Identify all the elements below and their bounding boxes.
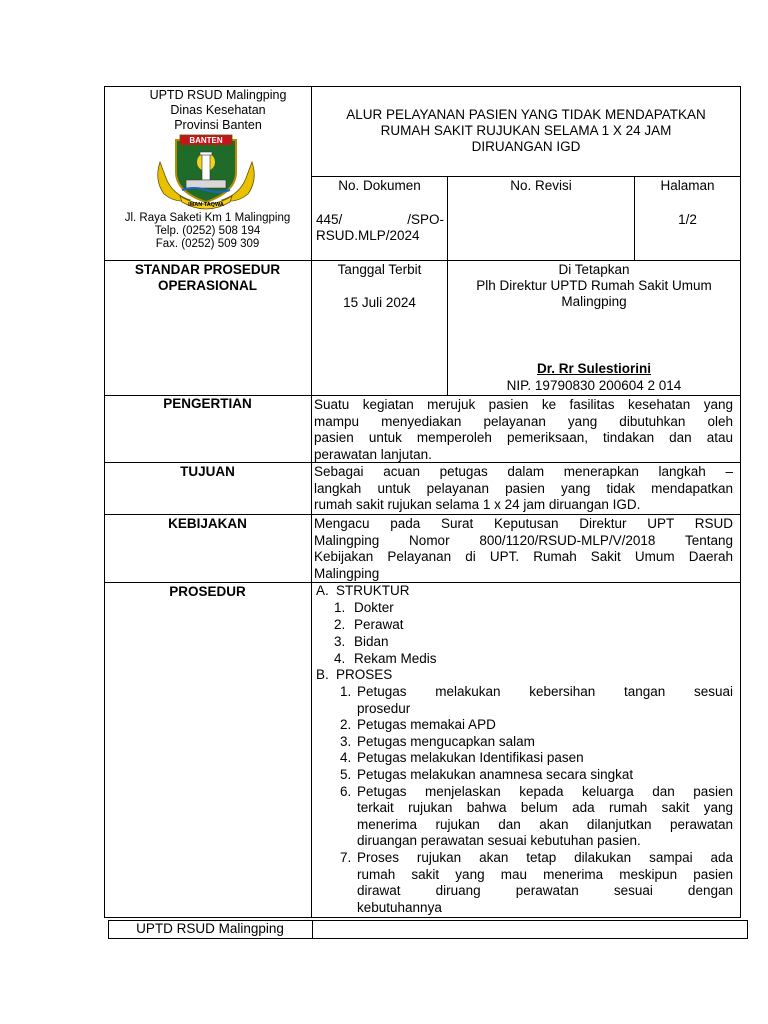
item-text: Petugas menjelaskan kepada keluarga dan pasien — [357, 783, 733, 799]
item-number: 7. — [340, 849, 352, 865]
list-item — [340, 734, 733, 751]
doc-no-label: No. Dokumen — [338, 178, 421, 193]
address-street: Jl. Raya Saketi Km 1 Malingping — [124, 212, 291, 224]
item-text: Rekam Medis — [354, 651, 437, 666]
item-number: 1. — [334, 600, 346, 615]
sop-label — [104, 262, 311, 294]
signer-name: Dr. Rr Sulestiorini — [536, 361, 652, 376]
document-title-line: ALUR PELAYANAN PASIEN YANG TIDAK MENDAPATKAN — [346, 107, 706, 122]
text-line: langkah untuk pelayanan pasien yang tidak mendapatkan — [314, 480, 733, 496]
logo-bottom-text: IMAN TAQWA — [188, 202, 224, 208]
item-text: Petugas memakai APD — [357, 717, 496, 733]
institution-block — [104, 88, 332, 133]
document-title-line: RUMAH SAKIT RUJUKAN SELAMA 1 X 24 JAM — [380, 123, 672, 138]
doc-no-value — [316, 212, 444, 244]
logo-top-text: BANTEN — [189, 136, 223, 145]
revision-label: No. Revisi — [510, 178, 572, 193]
item-text: Perawat — [354, 617, 404, 632]
signer-nip: NIP. 19790830 200604 2 014 — [506, 378, 682, 393]
date-value: 15 Juli 2024 — [343, 295, 416, 310]
item-number: 2. — [334, 617, 346, 632]
page-label: Halaman — [660, 178, 715, 193]
item-number: 2. — [340, 717, 352, 733]
banten-logo — [150, 132, 262, 210]
item-number: 4. — [340, 750, 352, 766]
footer-institution: UPTD RSUD Malingping — [136, 921, 284, 936]
prosedur-label: PROSEDUR — [169, 584, 246, 599]
approval-block — [448, 262, 740, 310]
kebijakan-label: KEBIJAKAN — [168, 516, 247, 531]
text-line: Sebagai acuan petugas dalam menerapkan langkah – — [314, 464, 733, 479]
list-item — [340, 784, 733, 850]
text-line: perawatan lanjutan. — [314, 446, 432, 462]
tujuan-text — [314, 464, 733, 514]
text-line: Mengacu pada Surat Keputusan Direktur UPT RSUD — [314, 516, 733, 531]
list-item — [340, 684, 733, 717]
document-title-line: DIRUANGAN IGD — [471, 139, 581, 154]
date-label: Tanggal Terbit — [337, 262, 422, 277]
set-by: Plh Direktur UPTD Rumah Sakit Umum — [476, 278, 712, 293]
address-fax: Fax. (0252) 509 309 — [155, 238, 260, 250]
sop-label-line: OPERASIONAL — [157, 278, 257, 293]
item-text: diruangan perawatan sesuai kebutuhan pasien. — [357, 833, 641, 849]
text-line: Malingping — [314, 565, 380, 581]
item-text: prosedur — [357, 700, 411, 716]
set-by: Malingping — [561, 294, 627, 309]
item-number: 4. — [334, 651, 346, 666]
item-text: Petugas melakukan Identifikasi pasen — [357, 750, 584, 766]
sop-label-line: STANDAR PROSEDUR — [134, 262, 281, 277]
item-number: 1. — [340, 684, 352, 699]
text-line: pasien untuk memperoleh pemeriksaan, tindakan dan atau — [314, 430, 733, 446]
section-title: STRUKTUR — [336, 583, 410, 598]
item-text: Petugas melakukan kebersihan tangan sesuai — [357, 684, 733, 699]
item-text: Proses rujukan akan tetap dilakukan sampai ada — [357, 849, 733, 865]
list-item — [340, 750, 733, 767]
set-label: Di Tetapkan — [558, 262, 630, 277]
institution-department: Dinas Kesehatan — [170, 103, 266, 117]
item-number: 3. — [334, 634, 346, 649]
item-text: menerima rujukan dan akan dilanjutkan perawatan — [357, 816, 733, 832]
text-line: rumah sakit rujukan selama 1 x 24 jam diruangan IGD. — [314, 497, 641, 513]
doc-no-part: 445/ — [316, 212, 343, 227]
item-number: 5. — [340, 766, 352, 782]
list-item — [340, 767, 733, 784]
kebijakan-text — [314, 516, 733, 582]
pengertian-label: PENGERTIAN — [163, 396, 252, 411]
text-line: Malingping Nomor 800/1120/RSUD-MLP/V/2018 Tentang — [314, 532, 733, 548]
item-text: dirawat diruang perawatan sesuai dengan — [357, 883, 733, 899]
item-text: Bidan — [354, 634, 389, 649]
item-text: Petugas mengucapkan salam — [357, 733, 535, 749]
item-number: 6. — [340, 783, 352, 799]
address-block — [104, 212, 311, 251]
list-item — [340, 717, 733, 734]
proses-list — [340, 684, 733, 916]
text-line: mampu menyediakan pelayanan yang dibutuhkan oleh — [314, 413, 733, 429]
list-item — [340, 850, 733, 916]
page-value: 1/2 — [678, 212, 697, 227]
doc-no-part: /SPO- — [407, 212, 444, 227]
section-marker: B. — [316, 667, 329, 682]
institution-province: Provinsi Banten — [174, 118, 262, 132]
tujuan-label: TUJUAN — [180, 464, 235, 479]
section-marker: A. — [316, 583, 329, 598]
institution-name: UPTD RSUD Malingping — [149, 88, 287, 102]
section-title: PROSES — [336, 667, 393, 682]
doc-no-part: RSUD.MLP/2024 — [316, 228, 420, 243]
text-line: Suatu kegiatan merujuk pasien ke fasilitas kesehatan yang — [314, 397, 733, 412]
document-title — [312, 107, 740, 155]
item-text: kebutuhannya — [357, 899, 442, 915]
item-text: Dokter — [354, 600, 394, 615]
item-number: 3. — [340, 733, 352, 749]
item-text: Petugas melakukan anamnesa secara singkat — [357, 766, 634, 782]
item-text: rumah sakit yang mau menerima meskipun pasien — [357, 866, 733, 882]
pengertian-text — [314, 397, 733, 463]
address-phone: Telp. (0252) 508 194 — [154, 225, 261, 237]
item-text: terkait rujukan bahwa belum ada rumah sakit yang — [357, 800, 733, 816]
text-line: Kebijakan Pelayanan di UPT. Rumah Sakit Umum Daerah — [314, 549, 733, 565]
